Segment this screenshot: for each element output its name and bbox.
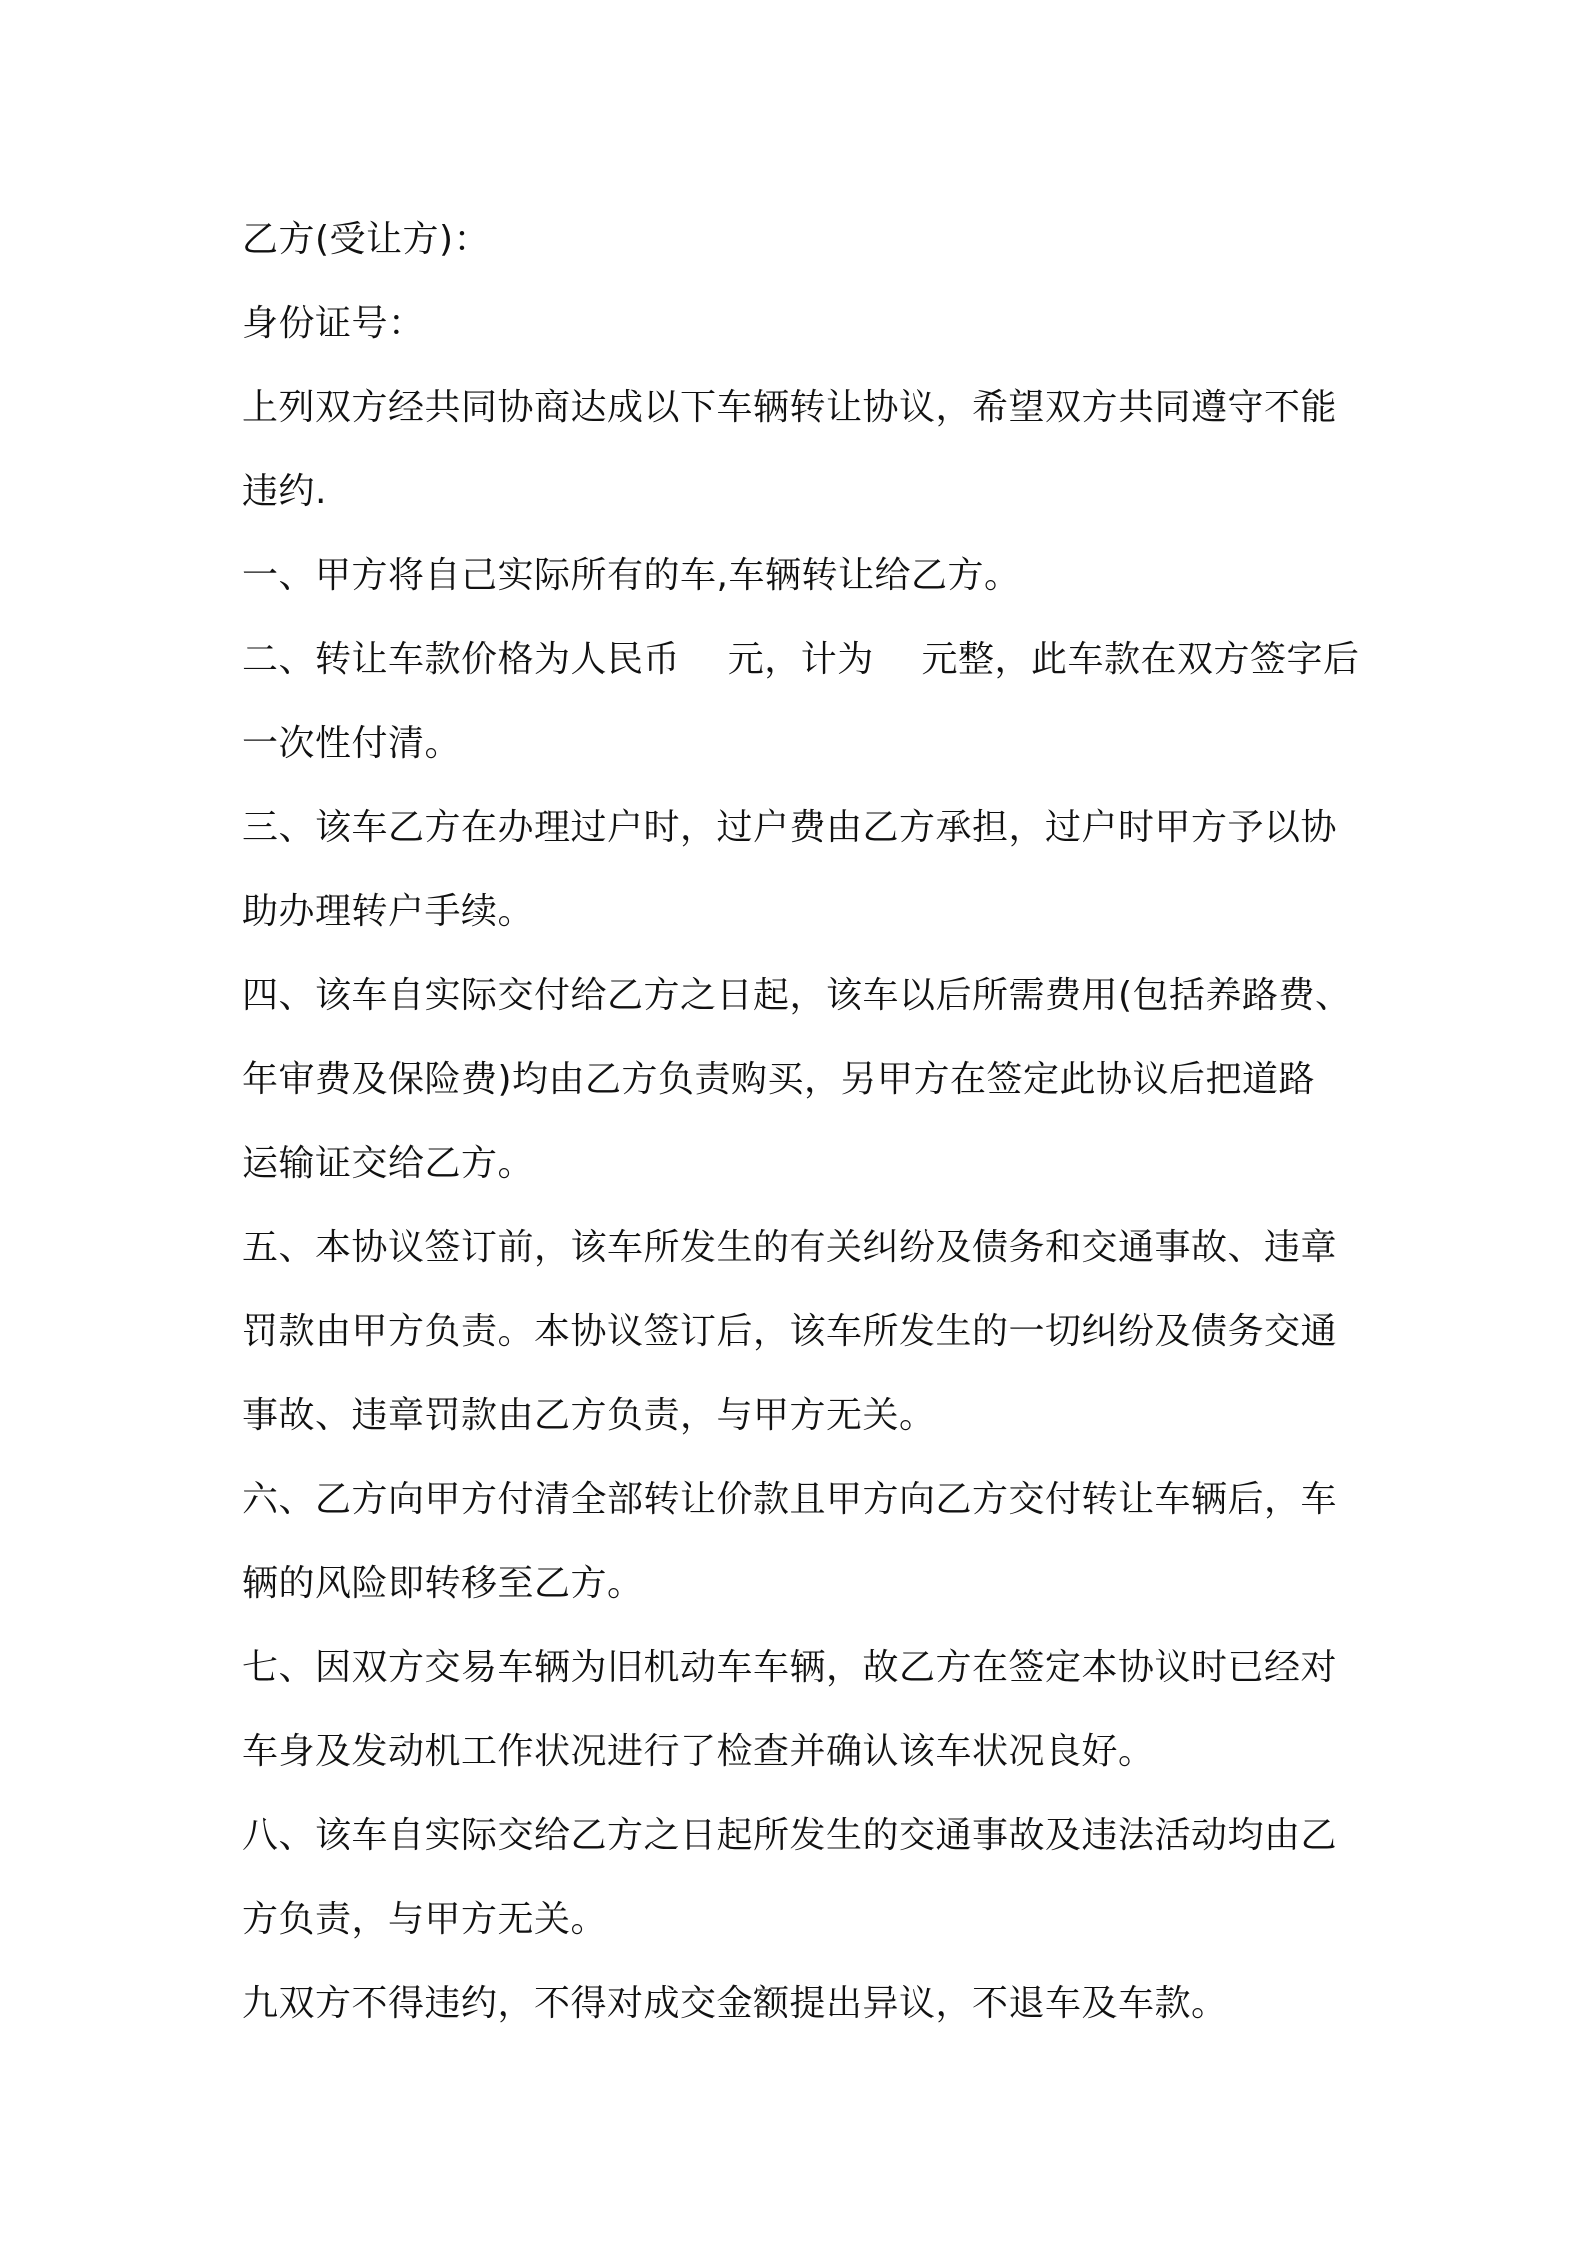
clause-2-line-2: 一次性付清。 [242,723,462,764]
clause-8-line-2: 方负责，与甲方无关。 [242,1899,608,1940]
clause-7-line-2: 车身及发动机工作状况进行了检查并确认该车状况良好。 [242,1731,1155,1772]
id-number-line: 身份证号： [242,303,425,344]
intro-line-2: 违约. [242,471,327,512]
clause-9-line-1: 九双方不得违约，不得对成交金额提出异议，不退车及车款。 [242,1983,1228,2024]
clause-3-line-2: 助办理转户手续。 [242,891,535,932]
clause-5-line-2: 罚款由甲方负责。本协议签订后，该车所发生的一切纠纷及债务交通 [242,1311,1338,1352]
clause-4-line-2: 年审费及保险费)均由乙方负责购买，另甲方在签定此协议后把道路 [242,1059,1316,1100]
clause-4-line-1: 四、该车自实际交付给乙方之日起，该车以后所需费用(包括养路费、 [242,975,1352,1016]
party-b-line: 乙方(受让方)： [242,219,491,260]
intro-line-1: 上列双方经共同协商达成以下车辆转让协议，希望双方共同遵守不能 [242,387,1338,428]
clause-6-line-2: 辆的风险即转移至乙方。 [242,1563,644,1604]
document-body [242,198,1362,2046]
clause-4-line-3: 运输证交给乙方。 [242,1143,535,1184]
clause-6-line-1: 六、乙方向甲方付清全部转让价款且甲方向乙方交付转让车辆后，车 [242,1479,1338,1520]
clause-1-line-1: 一、甲方将自己实际所有的车,车辆转让给乙方。 [242,555,1021,596]
clause-3-line-1: 三、该车乙方在办理过户时，过户费由乙方承担，过户时甲方予以协 [242,807,1338,848]
clause-2-line-1: 二、转让车款价格为人民币 元，计为 元整，此车款在双方签字后 [242,639,1360,680]
clause-5-line-1: 五、本协议签订前，该车所发生的有关纠纷及债务和交通事故、违章 [242,1227,1338,1268]
clause-5-line-3: 事故、违章罚款由乙方负责，与甲方无关。 [242,1395,936,1436]
clause-8-line-1: 八、该车自实际交给乙方之日起所发生的交通事故及违法活动均由乙 [242,1815,1338,1856]
clause-7-line-1: 七、因双方交易车辆为旧机动车车辆，故乙方在签定本协议时已经对 [242,1647,1338,1688]
